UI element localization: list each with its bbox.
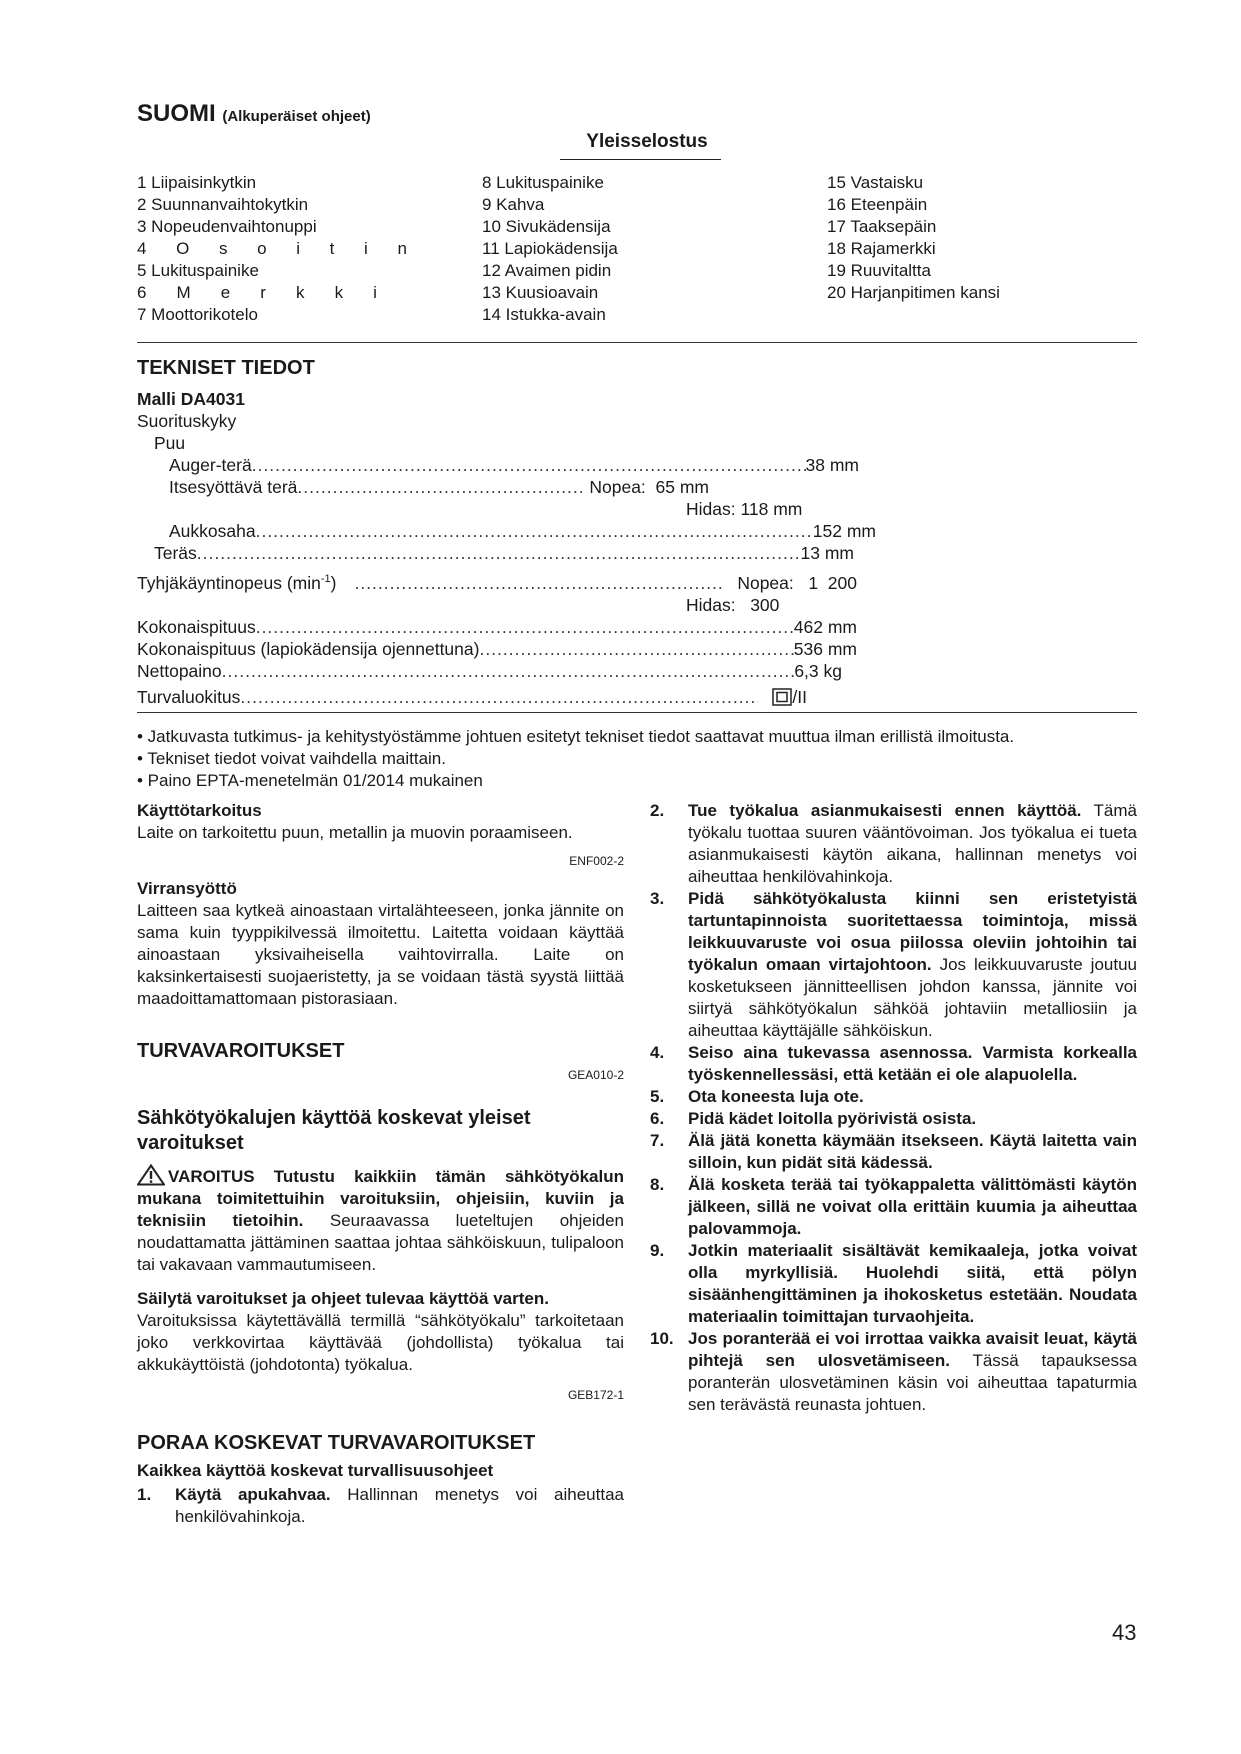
part-item: 4 O s o i t i n [137,239,407,258]
part-item: 14 Istukka-avain [482,305,606,324]
specs-title: TEKNISET TIEDOT [137,357,315,379]
general-warnings-title: Sähkötyökalujen käyttöä koskevat yleiset varoitukset [137,1107,531,1154]
safety-item: 2. Tue työkalua asianmukaisesti ennen käyttöä. Tämä työkalu tuottaa suuren vääntövoiman. Jos työkalua ei tueta asianmukaisesti käytön aikana, hallinnan menetys voi aiheuttaa henkilövahinkoja. [650,801,1137,886]
spec-row-length [137,616,857,638]
all-operations-title: Kaikkea käyttöä koskevat turvallisuusohjeet [137,1461,494,1480]
part-item: 1 Liipaisinkytkin [137,173,257,192]
spec-value: 38 mm [805,455,859,475]
note-item: • Tekniset tiedot voivat vaihdella maittain. [137,749,446,768]
spec-value: 6,3 kg [794,660,842,681]
part-item: 10 Sivukädensija [482,217,611,236]
spec-value-slow: Hidas: 300 [686,594,780,615]
part-item: 13 Kuusioavain [482,283,599,302]
part-item: 16 Eteenpäin [827,195,928,214]
model-label: Malli DA4031 [137,389,245,409]
spec-value: 536 mm [793,638,857,659]
parts-list-col3 [827,172,1000,304]
left-column [137,800,624,1528]
spec-label: Turvaluokitus [137,686,241,707]
spec-value: Nopea: 1 200 [737,572,857,593]
spec-label: Kokonaispituus (lapiokädensija ojennettuna) [137,638,480,659]
spec-row-auger [137,454,859,476]
page-number: 43 [1112,1620,1137,1645]
part-item: 9 Kahva [482,195,545,214]
wood-label: Puu [154,433,186,453]
spec-value-slow: Hidas: 118 mm [686,499,803,519]
section-divider [137,712,1137,713]
intended-use-title: Käyttötarkoitus [137,801,262,820]
spec-row-selffeed [137,476,709,498]
overview-title: Yleisselostus [586,131,708,152]
spec-label: Aukkosaha [169,521,256,541]
spec-row-weight [137,660,842,682]
spec-row-length2 [137,638,857,660]
language-label: SUOMI [137,100,216,127]
doc-code: ENF002-2 [569,854,624,868]
doc-code: GEB172-1 [567,1388,624,1402]
safety-item: 7. Älä jätä konetta käymään itsekseen. Käytä laitetta vain silloin, kun pidät sitä kädessä. [650,1131,1137,1172]
spec-label: Kokonaispituus [137,616,256,637]
safety-item: 6. Pidä kädet loitolla pyörivistä osista. [650,1109,977,1128]
capacity-label: Suorituskyky [137,411,237,431]
warning-triangle-icon [137,1164,165,1186]
spec-label: Itsesyöttävä terä [169,477,298,497]
safety-item: 9. Jotkin materiaalit sisältävät kemikaaleja, jotka voivat olla myrkyllisiä. Huolehdi siitä, että pölyn sisäänhengittäminen ja ihokosketus estetään. Noudata materiaalin toimittajan turvaohjeita. [650,1241,1137,1326]
safety-item: 10. Jos poranterää ei voi irrottaa vaikka avaisit leuat, käytä pihtejä sen ulosvetämiseen. Tässä tapauksessa poranterän ulosvetäminen käsin voi aiheuttaa tapaturmia sen terävästä reunasta johtuen. [650,1329,1138,1414]
note-item: • Jatkuvasta tutkimus- ja kehitystyöstämme johtuen esitetyt tekniset tiedot saattavat muuttua ilman erillistä ilmoitusta. [137,727,1015,746]
specs-table [137,388,876,708]
note-item: • Paino EPTA-menetelmän 01/2014 mukainen [137,771,483,790]
part-item: 15 Vastaisku [827,173,924,192]
spec-row-holesaw [137,520,876,542]
part-item: 11 Lapiokädensija [482,239,618,258]
spec-value: 462 mm [793,616,857,637]
safety-item: 8. Älä kosketa terää tai työkappaletta välittömästi käytön jälkeen, sillä ne voivat olla erittäin kuumia ja aiheuttaa palovammoja. [650,1175,1137,1238]
part-item: 2 Suunnanvaihtokytkin [137,195,309,214]
safety-item: 5. Ota koneesta luja ote. [650,1087,864,1106]
spec-notes [137,726,1147,792]
spec-value: 152 mm [812,521,876,541]
spec-label: Tyhjäkäyntinopeus $(\min^{-1})$ [137,572,337,593]
spec-label: Teräs [154,543,197,563]
drill-warnings-title: PORAA KOSKEVAT TURVAVAROITUKSET [137,1432,536,1454]
spec-label: Nettopaino [137,660,222,681]
spec-row-safety [137,686,807,708]
spec-value: Nopea: 65 mm [589,477,709,497]
spec-value: /II [758,686,807,708]
power-supply-text: Laitteen saa kytkeä ainoastaan virtalähteeseen, jonka jännite on sama kuin tyyppikilvessä ilmoitettu. Laitetta voidaan käyttää ainoastaan yksivaiheisella vaihtovirralla. Laite on kaksinkertaisesti suojaeristetty, ja se voidaan tästä syystä liittää maadoittamattomaan pistorasiaan. [137,901,624,1008]
part-item: 6 M e r k k i [137,283,377,302]
keep-instructions-text: Varoituksissa käytettävällä termillä “sähkötyökalu” tarkoitetaan joko verkkovirtaa käyttävää (johdollista) työkalua tai akkukäyttöistä (johdotonta) työkalua. [137,1311,624,1374]
language-heading [137,100,371,128]
doc-code: GEA010-2 [567,1068,624,1082]
right-column [650,800,1137,1416]
part-item: 20 Harjanpitimen kansi [827,283,1000,302]
part-item: 12 Avaimen pidin [482,261,612,280]
parts-list-col2 [482,172,618,326]
safety-item: 3. Pidä sähkötyökalusta kiinni sen eristetyistä tartuntapinnoista suoritettaessa toimintoja, missä leikkuuvaruste voi osua piilossa oleviin johtoihin tai työkalun omaan virtajohtoon. Jos leikkuuvaruste joutuu kosketukseen jännitteellisen johdon kanssa, jännite voi siirtyä sähkötyökalun sähköä johtaviin metalliosiin ja aiheuttaa käyttäjälle sähköiskun. [650,889,1137,1040]
warning-paragraph: VAROITUS Tutustu kaikkiin tämän sähkötyökalun mukana toimitettuihin varoituksiin, ohjeisiin, kuviin ja teknisiin tietoihin. Seuraavassa lueteltujen ohjeiden noudattamatta jättäminen saattaa johtaa sähköiskuun, tulipaloon tai vakavaan vammautumiseen. [137,1164,624,1276]
part-item: 3 Nopeudenvaihtonuppi [137,217,317,236]
intended-use-text: Laite on tarkoitettu puun, metallin ja muovin poraamiseen. [137,823,573,842]
part-item: 8 Lukituspainike [482,173,604,192]
keep-instructions-title: Säilytä varoitukset ja ohjeet tulevaa käyttöä varten. [137,1289,549,1308]
section-divider [137,342,1137,343]
double-insulation-icon [772,688,792,706]
part-item: 19 Ruuvitaltta [827,261,931,280]
power-supply-title: Virransyöttö [137,879,237,898]
spec-row-noload [137,568,857,594]
part-item: 5 Lukituspainike [137,261,259,280]
parts-list-col1 [137,172,407,326]
spec-value: 13 mm [800,543,854,563]
part-item: 18 Rajamerkki [827,239,936,258]
spec-row-steel [137,542,854,564]
spec-label: Auger-terä [169,455,252,475]
language-note: (Alkuperäiset ohjeet) [222,108,371,125]
overview-underline [560,159,721,160]
safety-item: 1. Käytä apukahvaa. Hallinnan menetys voi aiheuttaa henkilövahinkoja. [137,1485,624,1526]
safety-warnings-title: TURVAVAROITUKSET [137,1040,345,1062]
safety-item: 4. Seiso aina tukevassa asennossa. Varmista korkealla työskennellessäsi, että ketään ei ole alapuolella. [650,1043,1137,1084]
part-item: 7 Moottorikotelo [137,305,258,324]
part-item: 17 Taaksepäin [827,217,937,236]
